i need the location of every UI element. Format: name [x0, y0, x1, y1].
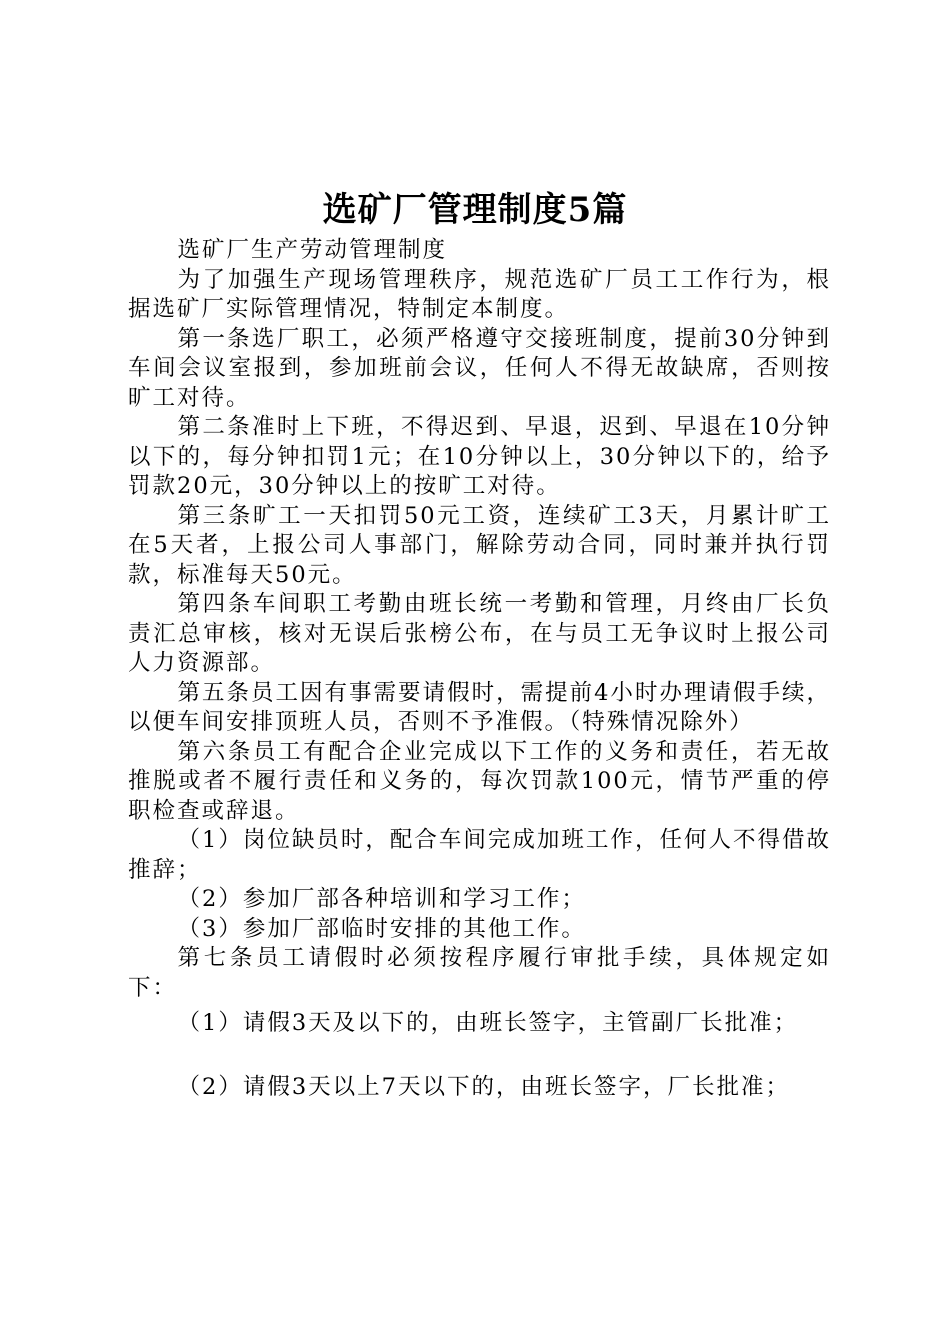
intro-paragraph: 为了加强生产现场管理秩序，规范选矿厂员工工作行为，根据选矿厂实际管理情况，特制定本制度。 — [128, 266, 831, 322]
article-7: 第七条员工请假时必须按程序履行审批手续，具体规定如下： — [128, 945, 831, 1001]
section-heading: 选矿厂生产劳动管理制度 — [177, 237, 448, 263]
article-4: 第四条车间职工考勤由班长统一考勤和管理，月终由厂长负责汇总审核，核对无误后张榜公布，在与员工无争议时上报公司人力资源部。 — [128, 591, 831, 676]
article-3: 第三条旷工一天扣罚50元工资，连续矿工3天，月累计旷工在5天者，上报公司人事部门，解除劳动合同，同时兼并执行罚款，标准每天50元。 — [128, 502, 831, 588]
article-1: 第一条选厂职工，必须严格遵守交接班制度，提前30分钟到车间会议室报到，参加班前会议，任何人不得无故缺席，否则按旷工对待。 — [128, 325, 831, 411]
document-title: 选矿厂管理制度5篇 — [322, 190, 628, 230]
document-body — [128, 236, 831, 1102]
article-6-item-2: （2）参加厂部各种培训和学习工作； — [177, 886, 586, 912]
article-6-item-1: （1）岗位缺员时，配合车间完成加班工作，任何人不得借故推辞； — [128, 827, 831, 883]
article-6: 第六条员工有配合企业完成以下工作的义务和责任，若无故推脱或者不履行责任和义务的，每次罚款100元，情节严重的停职检查或辞退。 — [128, 738, 831, 824]
article-7-item-1: （1）请假3天及以下的，由班长签字，主管副厂长批准； — [177, 1010, 799, 1036]
article-7-item-2: （2）请假3天以上7天以下的，由班长签字，厂长批准； — [177, 1073, 790, 1100]
article-2: 第二条准时上下班，不得迟到、早退，迟到、早退在10分钟以下的，每分钟扣罚1元；在10分钟以上，30分钟以下的，给予罚款20元，30分钟以上的按旷工对待。 — [128, 414, 831, 499]
article-5: 第五条员工因有事需要请假时，需提前4小时办理请假手续，以便车间安排顶班人员，否则不予准假。（特殊情况除外） — [128, 679, 831, 735]
article-6-item-3: （3）参加厂部临时安排的其他工作。 — [177, 915, 586, 942]
